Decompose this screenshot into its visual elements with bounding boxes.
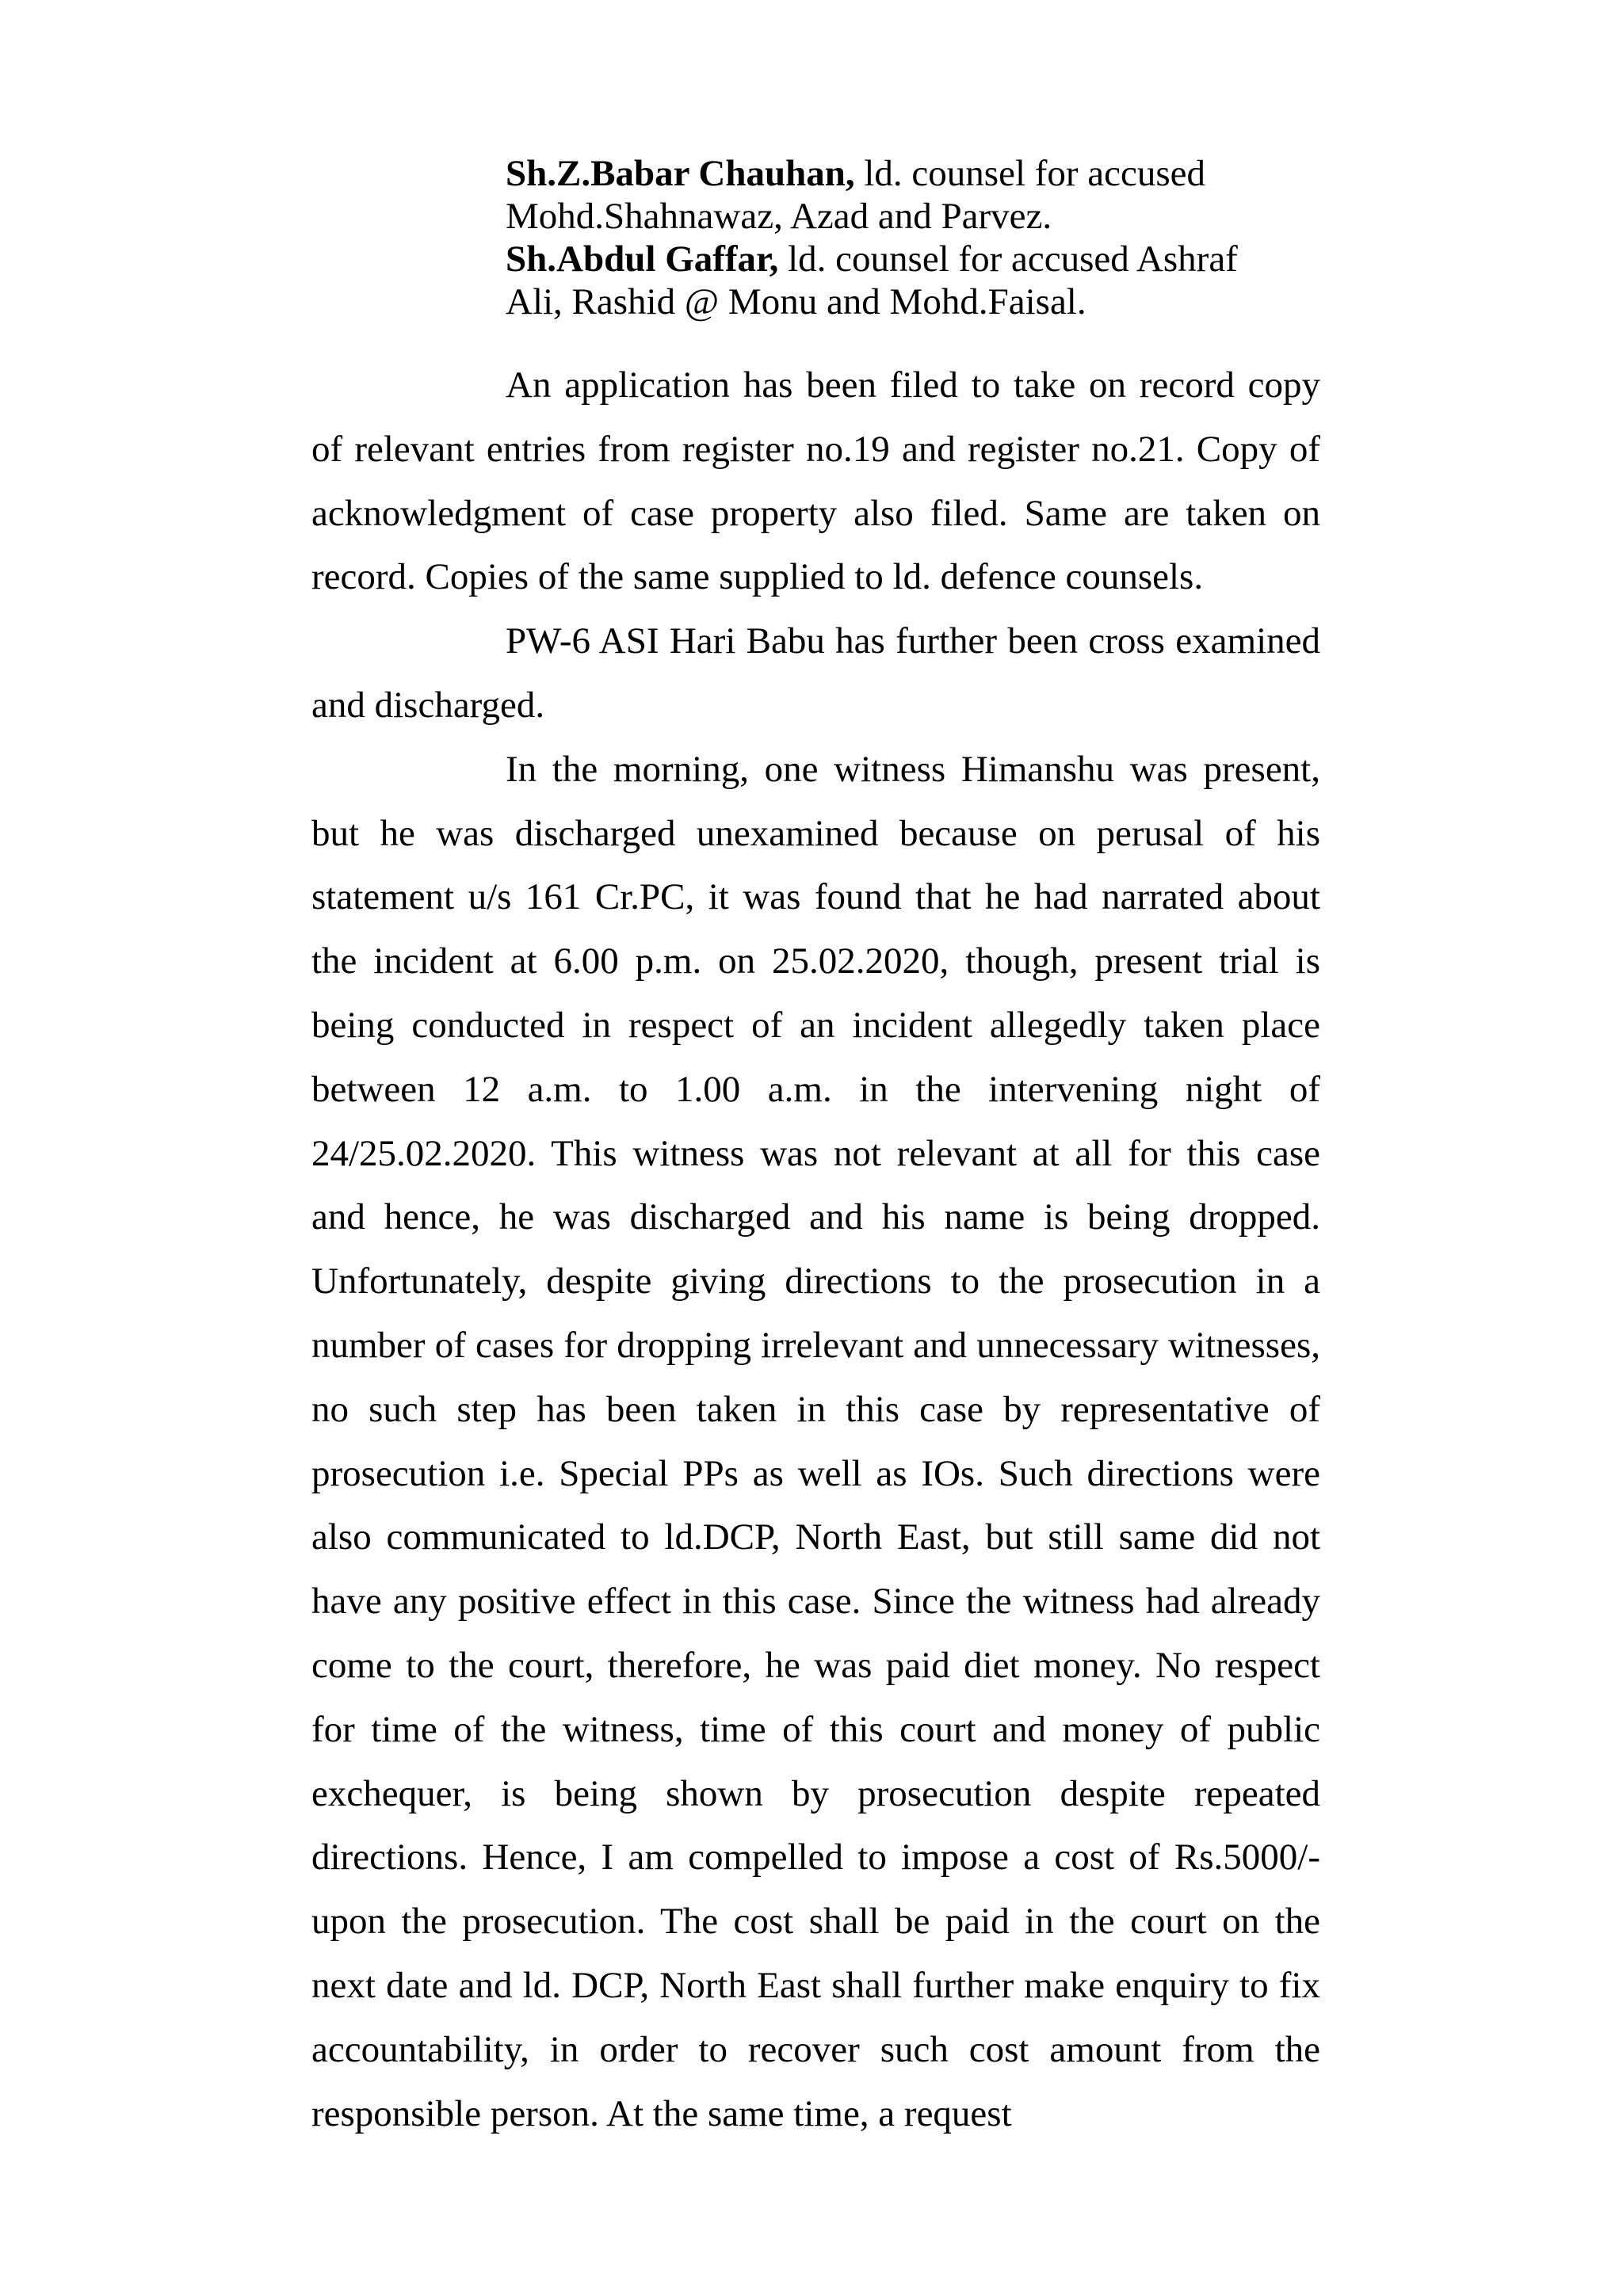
counsel-role: ld. counsel for accused Ashraf bbox=[778, 238, 1238, 280]
counsel-name: Sh.Z.Babar Chauhan, bbox=[506, 153, 855, 194]
counsel-entry-2 bbox=[506, 238, 1298, 280]
counsel-name: Sh.Abdul Gaffar, bbox=[506, 238, 779, 280]
paragraph-pw6-discharge: PW-6 ASI Hari Babu has further been cross examined and discharged. bbox=[311, 620, 1320, 726]
counsel-role: ld. counsel for accused bbox=[854, 153, 1206, 194]
counsel-clients-1: Mohd.Shahnawaz, Azad and Parvez. bbox=[506, 196, 1052, 237]
counsel-entry-1 bbox=[506, 152, 1298, 195]
paragraph-witness-cost: In the morning, one witness Himanshu was present, but he was discharged unexamined because on perusal of his statement u/s 161 Cr.PC, it was found that he had narrated about the incident at 6.00 p.m. on 25.02.2020, though, present trial is being conducted in respect of an incident allegedly taken place between 12 a.m. to 1.00 a.m. in the intervening night of 24/25.02.2020. This witness was not relevant at all for this case and hence, he was discharged and his name is being dropped. Unfortunately, despite giving directions to the prosecution in a number of cases for dropping irrelevant and unnecessary witnesses, no such step has been taken in this case by representative of prosecution i.e. Special PPs as well as IOs. Such directions were also communicated to ld.DCP, North East, but still same did not have any positive effect in this case. Since the witness had already come to the court, therefore, he was paid diet money. No respect for time of the witness, time of this court and money of public exchequer, is being shown by prosecution despite repeated directions. Hence, I am compelled to impose a cost of Rs.5000/- upon the prosecution. The cost shall be paid in the court on the next date and ld. DCP, North East shall further make enquiry to fix accountability, in order to recover such cost amount from the responsible person. At the same time, a request bbox=[311, 748, 1320, 2134]
order-body bbox=[311, 353, 1320, 2145]
counsel-clients-2: Ali, Rashid @ Monu and Mohd.Faisal. bbox=[506, 281, 1086, 322]
paragraph-application: An application has been filed to take on record copy of relevant entries from register no.19 and register no.21. Copy of acknowledgment of case property also filed. Same are taken on record. Copies of the same supplied to ld. defence counsels. bbox=[311, 364, 1320, 598]
counsel-appearance-block bbox=[506, 152, 1298, 323]
